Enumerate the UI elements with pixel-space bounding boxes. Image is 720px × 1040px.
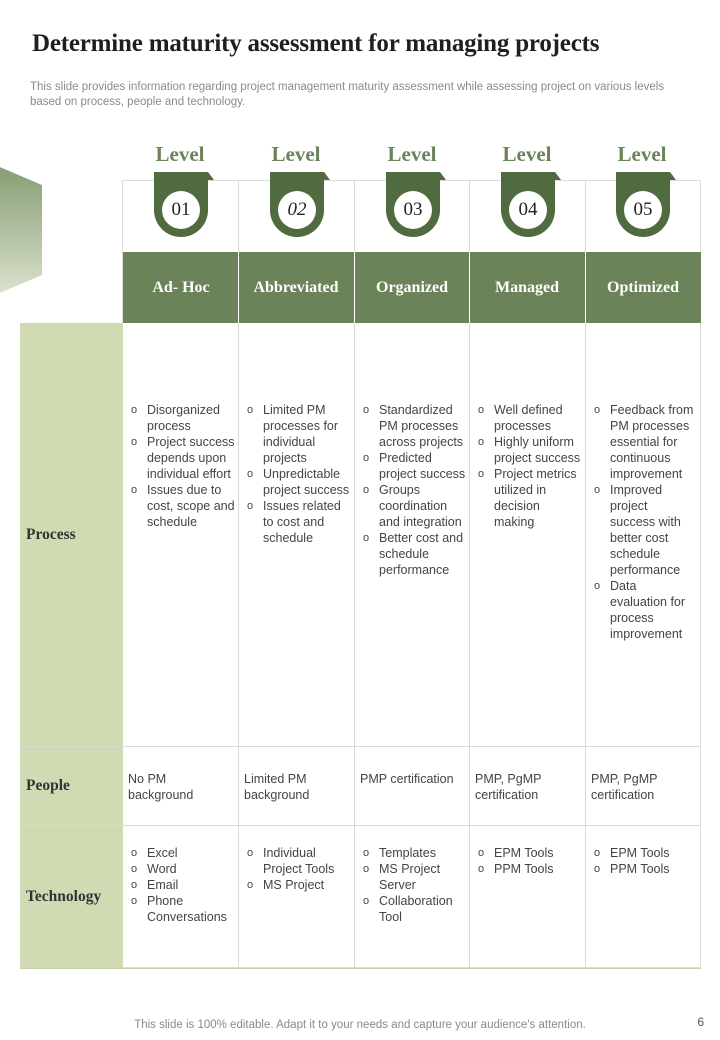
list-item: o Individual Project Tools [244, 845, 352, 877]
list-item: o Word [128, 861, 236, 877]
level-name-abbreviated: Abbreviated [253, 279, 339, 296]
page-subtitle: This slide provides information regarding project management maturity assessment while assessing project on various levels based on process, people and technology. [30, 81, 665, 108]
level-number-04: 04 [518, 199, 538, 220]
decorative-hexagon-shape [0, 150, 42, 310]
list-item: o MS Project [244, 877, 352, 893]
list-item: o Limited PM processes for individual projects [244, 402, 352, 466]
technology-cell-optimized [591, 845, 699, 877]
process-cell-optimized [591, 402, 695, 642]
level-number-03: 03 [403, 199, 423, 220]
level-name-ad-hoc: Ad- Hoc [152, 279, 210, 296]
list-item: o Unpredictable project success [244, 466, 352, 498]
row-label-process: Process [26, 526, 76, 543]
footer-note: This slide is 100% editable. Adapt it to your needs and capture your audience's attention. [134, 1019, 586, 1031]
level-name-managed: Managed [495, 279, 559, 296]
process-cell-abbreviated [244, 402, 352, 546]
people-cell-optimized: PMP, PgMP certification [591, 772, 658, 802]
people-cell-abbreviated: Limited PM background [244, 772, 310, 802]
list-item: o Disorganized process [128, 402, 236, 434]
row-separator [20, 825, 701, 826]
list-item: o Better cost and schedule performance [360, 530, 468, 578]
list-item: o Project success depends upon individual effort [128, 434, 236, 482]
technology-cell-organized [360, 845, 468, 925]
level-name-optimized: Optimized [607, 279, 679, 296]
level-word-4: Level [502, 142, 552, 166]
process-cell-ad-hoc [128, 402, 236, 530]
table-bottom-border [20, 968, 701, 969]
level-name-organized: Organized [376, 279, 448, 296]
people-cell-organized: PMP certification [360, 772, 454, 786]
process-cell-organized [360, 402, 468, 578]
row-label-technology: Technology [26, 888, 102, 905]
list-item: o Improved project success with better cost schedule performance [591, 482, 695, 578]
level-word-2: Level [271, 142, 321, 166]
people-cell-managed: PMP, PgMP certification [475, 772, 542, 802]
level-word-1: Level [155, 142, 205, 166]
page-number: 6 [697, 1015, 704, 1029]
list-item: o Standardized PM processes across projects [360, 402, 468, 450]
list-item: o PPM Tools [591, 861, 699, 877]
level-number-02: 02 [287, 199, 307, 220]
technology-cell-abbreviated [244, 845, 352, 893]
level-word-5: Level [617, 142, 667, 166]
list-item: o Highly uniform project success [475, 434, 583, 466]
technology-cell-ad-hoc [128, 845, 236, 925]
list-item: o Excel [128, 845, 236, 861]
list-item: o Feedback from PM processes essential for continuous improvement [591, 402, 695, 482]
list-item: o Issues related to cost and schedule [244, 498, 352, 546]
row-separator [20, 746, 701, 747]
list-item: o PPM Tools [475, 861, 583, 877]
list-item: o EPM Tools [475, 845, 583, 861]
process-cell-managed [475, 402, 583, 530]
list-item: o Predicted project success [360, 450, 468, 482]
people-cell-ad-hoc: No PM background [128, 772, 194, 802]
list-item: o Email [128, 877, 236, 893]
list-item: o Well defined processes [475, 402, 583, 434]
level-word-3: Level [387, 142, 437, 166]
list-item: o MS Project Server [360, 861, 468, 893]
list-item: o Issues due to cost, scope and schedule [128, 482, 236, 530]
list-item: o Data evaluation for process improvement [591, 578, 695, 642]
level-number-01: 01 [171, 199, 191, 220]
list-item: o Collaboration Tool [360, 893, 468, 925]
row-label-people: People [26, 777, 70, 794]
list-item: o EPM Tools [591, 845, 699, 861]
list-item: o Phone Conversations [128, 893, 236, 925]
technology-cell-managed [475, 845, 583, 877]
list-item: o Groups coordination and integration [360, 482, 468, 530]
list-item: o Project metrics utilized in decision making [475, 466, 583, 530]
level-number-05: 05 [633, 199, 653, 220]
list-item: o Templates [360, 845, 468, 861]
page-title: Determine maturity assessment for managing projects [32, 30, 600, 57]
